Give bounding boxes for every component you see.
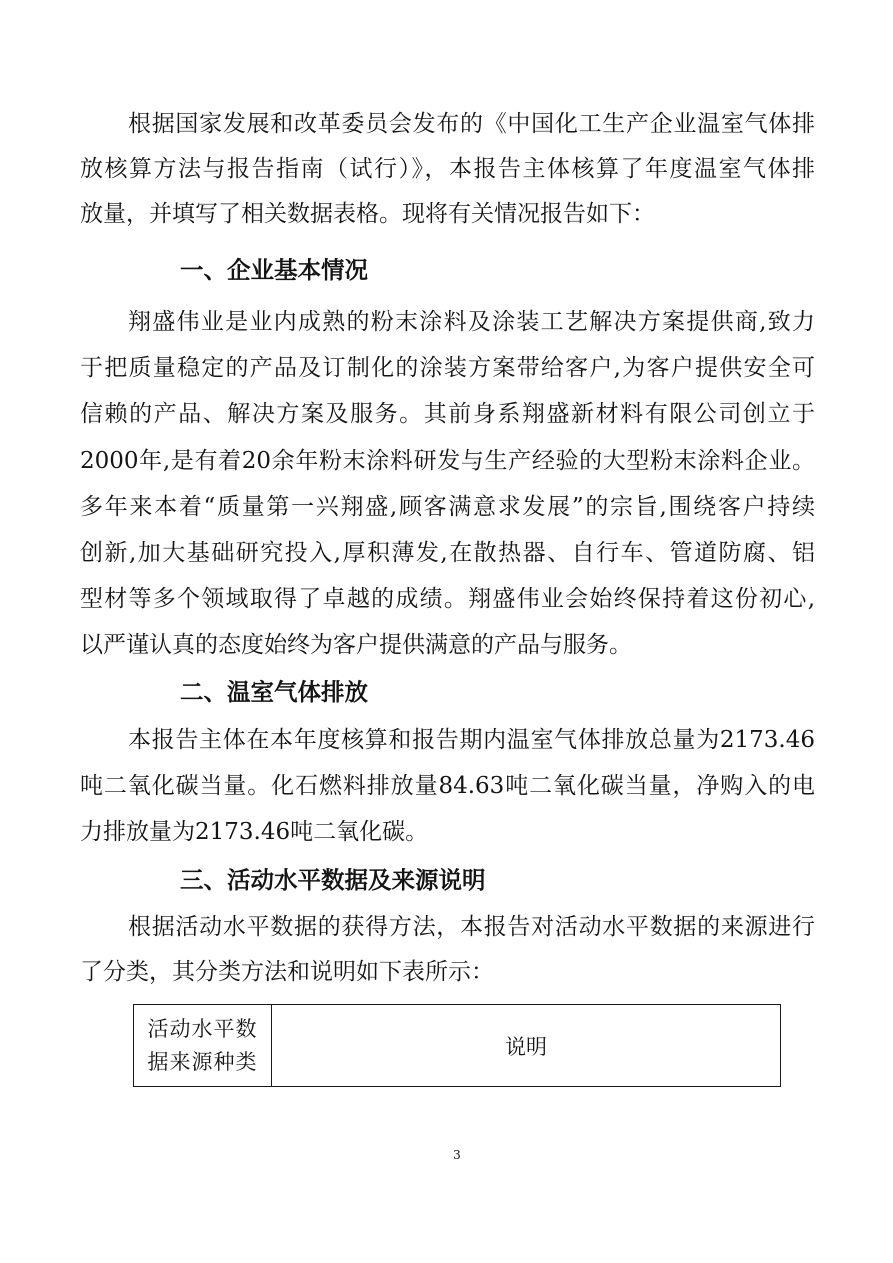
text-line: 根据国家发展和改革委员会发布的《中国化工生产企业温室气体排	[128, 111, 815, 137]
page-number: 3	[453, 1148, 461, 1162]
ghg-emissions-paragraph	[80, 717, 815, 855]
text-line: 于把质量稳定的产品及订制化的涂装方案带给客户,为客户提供安全可	[80, 355, 815, 382]
activity-data-source-table	[133, 1004, 781, 1087]
text-line: 根据活动水平数据的获得方法，本报告对活动水平数据的来源进行	[128, 914, 815, 940]
text-line: 翔盛伟业是业内成熟的粉末涂料及涂装工艺解决方案提供商,致力	[128, 309, 815, 335]
cell-text-line: 活动水平数	[147, 1016, 258, 1041]
text-line: 放核算方法与报告指南（试行）》，本报告主体核算了年度温室气体排	[80, 156, 815, 182]
text-line: 力排放量为2173.46吨二氧化碳。	[80, 819, 429, 845]
text-line: 多年来本着“质量第一兴翔盛,顾客满意求发展”的宗旨,围绕客户持续	[80, 493, 815, 520]
section-heading-activity-data: 三、活动水平数据及来源说明	[180, 866, 486, 894]
table-header-cell-source-type	[134, 1005, 272, 1087]
text-line: 2000年,是有着20余年粉末涂料研发与生产经验的大型粉末涂料企业。	[80, 447, 815, 474]
cell-text-line: 据来源种类	[147, 1049, 258, 1074]
text-line: 了分类，其分类方法和说明如下表所示：	[80, 959, 494, 985]
text-line: 信赖的产品、解决方案及服务。其前身系翔盛新材料有限公司创立于	[80, 401, 815, 428]
text-line: 吨二氧化碳当量。化石燃料排放量84.63吨二氧化碳当量，净购入的电	[80, 773, 815, 799]
text-line: 型材等多个领域取得了卓越的成绩。翔盛伟业会始终保持着这份初心,	[80, 586, 815, 613]
activity-data-paragraph	[80, 905, 815, 995]
table-header-cell-description: 说明	[272, 1005, 781, 1087]
section-heading-company-overview: 一、企业基本情况	[180, 256, 368, 284]
text-line: 放量，并填写了相关数据表格。现将有关情况报告如下：	[80, 201, 655, 227]
text-line: 创新,加大基础研究投入,厚积薄发,在散热器、自行车、管道防腐、铝	[80, 539, 815, 566]
company-overview-paragraph	[80, 299, 815, 669]
intro-paragraph	[80, 102, 815, 237]
text-line: 本报告主体在本年度核算和报告期内温室气体排放总量为2173.46	[128, 727, 815, 753]
table-header-row	[134, 1005, 781, 1087]
section-heading-ghg-emissions: 二、温室气体排放	[180, 678, 368, 706]
text-line: 以严谨认真的态度始终为客户提供满意的产品与服务。	[80, 632, 632, 659]
